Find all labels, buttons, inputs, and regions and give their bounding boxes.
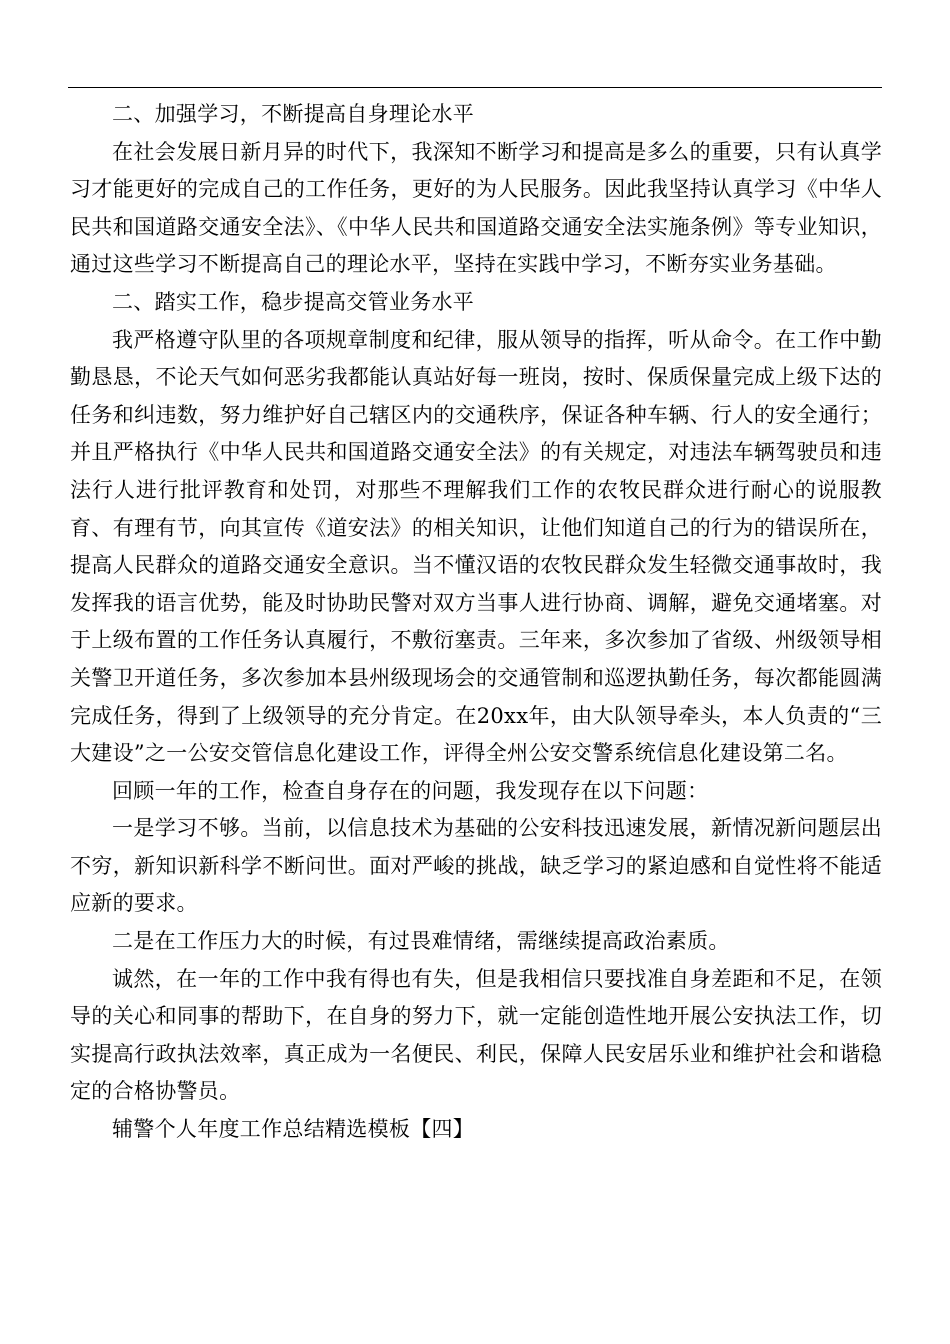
section-title-four: 辅警个人年度工作总结精选模板【四】 bbox=[112, 1117, 475, 1142]
paragraph-work: 我严格遵守队里的各项规章制度和纪律，服从领导的指挥，听从命令。在工作中勤勤恳恳，不论天气如何恶劣我都能认真站好每一班岗，按时、保质保量完成上级下达的任务和纠违数，努力维护好自己辖区内的交通秩序，保证各种车辆、行人的安全通行；并且严格执行《中华人民共和国道路交通安全法》的有关规定，对违法车辆驾驶员和违法行人进行批评教育和处罚，对那些不理解我们工作的农牧民群众进行耐心的说服教育、有理有节，向其宣传《道安法》的相关知识，让他们知道自己的行为的错误所在，提高人民群众的道路交通安全意识。当不懂汉语的农牧民群众发生轻微交通事故时，我发挥我的语言优势，能及时协助民警对双方当事人进行协商、调解，避免交通堵塞。对于上级布置的工作任务认真履行，不敷衍塞责。三年来，多次参加了省级、州级领导相关警卫开道任务，多次参加本县州级现场会的交通管制和巡逻执勤任务，每次都能圆满完成任务，得到了上级领导的充分肯定。在20xx年，由大队领导牵头，本人负责的“三大建设”之一公安交管信息化建设工作，评得全州公安交警系统信息化建设第二名。 bbox=[70, 327, 882, 766]
paragraph-conclusion: 诚然，在一年的工作中我有得也有失，但是我相信只要找准自身差距和不足，在领导的关心和同事的帮助下，在自身的努力下，就一定能创造性地开展公安执法工作，切实提高行政执法效率，真正成为一名便民、利民，保障人民安居乐业和维护社会和谐稳定的合格协警员。 bbox=[70, 966, 882, 1104]
paragraph-review: 回顾一年的工作，检查自身存在的问题，我发现存在以下问题： bbox=[112, 778, 709, 803]
paragraph-study: 在社会发展日新月异的时代下，我深知不断学习和提高是多么的重要，只有认真学习才能更好的完成自己的工作任务，更好的为人民服务。因此我坚持认真学习《中华人民共和国道路交通安全法》、《中华人民共和国道路交通安全法实施条例》等专业知识，通过这些学习不断提高自己的理论水平，坚持在实践中学习，不断夯实业务基础。 bbox=[70, 139, 882, 277]
section-heading-study: 二、加强学习，不断提高自身理论水平 bbox=[112, 102, 475, 126]
header-rule bbox=[68, 87, 882, 88]
paragraph-problem-two: 二是在工作压力大的时候，有过畏难情绪，需继续提高政治素质。 bbox=[112, 929, 730, 954]
section-heading-work: 二、踏实工作，稳步提高交管业务水平 bbox=[112, 289, 475, 314]
document-body bbox=[70, 96, 882, 1149]
paragraph-problem-one: 一是学习不够。当前，以信息技术为基础的公安科技迅速发展，新情况新问题层出不穷，新知识新科学不断问世。面对严峻的挑战，缺乏学习的紧迫感和自觉性将不能适应新的要求。 bbox=[70, 816, 882, 916]
